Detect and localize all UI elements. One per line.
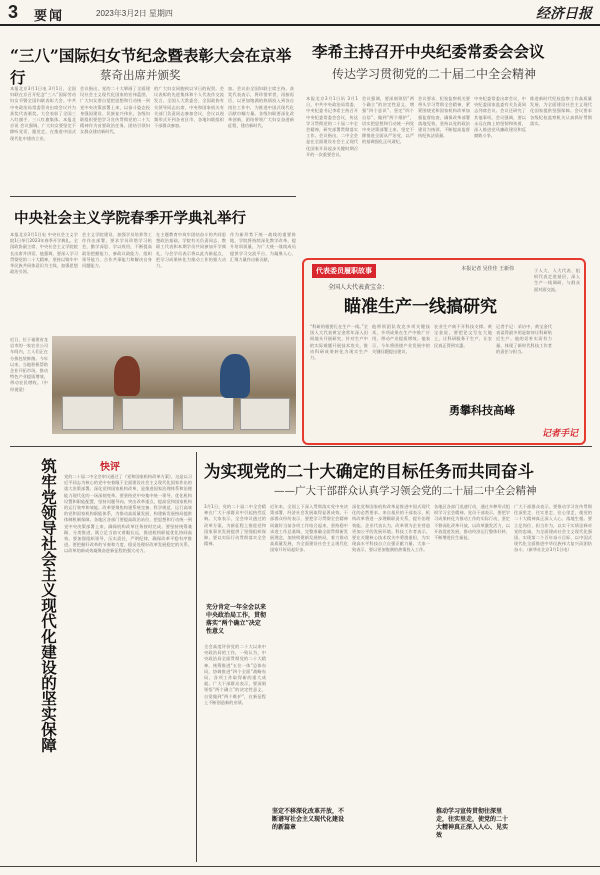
issue-date: 2023年3月2日 星期四 xyxy=(96,9,173,18)
commentary-label: 快评 xyxy=(100,462,120,473)
feature-column: “科研的根要扎在生产一线。”全国人大代表黄宝金常年深入田间地头开展研究，针对生产中的实际难题开展技术攻关，推动科研成果转化为现实生产力。 xyxy=(310,324,368,361)
main-story-crosshead: 推动学习宣传贯彻往深里走，往实里走，使党的二十大精神真正深入人心、见实效 xyxy=(436,808,509,839)
main-story-crosshead: 充分肯定一年全会以来中央政治局工作，贯彻落实“两个确立”决定性意义 xyxy=(206,604,267,635)
feature-tag: 代表委员履职故事 xyxy=(312,264,376,278)
feature-column: 农业生产离不开科技支撑。黄宝金说，要把论文写在大地上，让科研服务于生产，让农民真正得到实惠。 xyxy=(434,324,492,348)
newspaper-logo: 经济日报 xyxy=(536,6,592,22)
li-xi-subtitle: 传达学习贯彻党的二十届二中全会精神 xyxy=(332,67,537,81)
socialism-school-column: 会主义学院建设、加强学员培养等工作作出部署，要求学员珍惜学习机会，勤学深思、学以致用，不断提高政治把握能力、参政议政能力、组织领导能力、合作共事能力和解决自身问题能力。 xyxy=(82,232,152,269)
commentary-vertical-title: 筑牢党领导社会主义现代化建设的坚实保障 xyxy=(39,458,58,753)
li-xi-column: 推进新时代纪检监察工作高质量发展，为全面建设社会主义现代化国家提供坚强保障。会议要求各级纪检监察机关认真抓好贯彻落实。 xyxy=(530,96,592,126)
li-xi-headline: 李希主持召开中央纪委常委会会议 xyxy=(312,42,545,61)
womens-day-column: 本报北京3月1日电 3月1日，全国妇联在京召开纪念“三八”国际劳动妇女节暨全国妇联表彰大会。中共中央政治局常委蔡奇出席会议并为获奖代表颁奖。大会表彰了全国三八红旗手、三八红旗集体。本报北京讯 会议强调，广大妇女要坚定不移听党话、跟党走，在推进中国式现代化中建功立业。 xyxy=(10,86,76,141)
li-xi-column: 中央纪委常委出席会议，中央纪委国家监委有关负责同志列席会议。会议还研究了其他事项。会议强调，要以永远在路上的坚韧和执着，深入推进党风廉政建设和反腐败斗争。 xyxy=(474,96,526,139)
news-photo xyxy=(52,336,296,434)
womens-day-subtitle: 蔡奇出席并颁奖 xyxy=(100,68,181,82)
masthead xyxy=(0,0,600,26)
socialism-school-column: 作为新形势下统一战线的重要阵地，学院将持续深化教学改革，提升培训质量，为广大统一战线成员提供学习交流平台，为凝聚人心、汇聚力量作出新贡献。 xyxy=(230,232,296,262)
li-xi-column: 会议强调，要深刻领悟“两个确立”的决定性意义，增强“四个意识”、坚定“四个自信”、做到“两个维护”，切实把思想和行动统一到党中央决策部署上来，坚定不移推进全面从严治党，以严的基调强化正风肃纪。 xyxy=(362,96,414,145)
li-xi-column: 本报北京3月1日讯 3月1日，中共中央政治局常委、中央纪委书记李希主持召开中央纪委常委会会议，传达学习贯彻党的二十届二中全会精神，研究部署贯彻落实工作。会议指出，二中全会是在全面建设社会主义现代化国家开局起步关键时期召开的一次重要会议。 xyxy=(306,96,358,157)
main-story-column: 广大干部群众表示，要推动学习宣传贯彻往深里走、往实里走、往心里走，使党的二十大精神真正深入人心、落地生根。要立足岗位、担当作为，以实干实绩诠释对党的忠诚，为全面建成社会主义现代化强国、实现第二个百年奋斗目标、以中国式现代化全面推进中华民族伟大复兴而团结奋斗。（新华社北京3月1日电） xyxy=(514,504,592,553)
main-story-column: 各地区各部门迅速行动，通过多种形式组织学习全会精神。党员干部表示，要把学习成果转化为推动工作的实际行动，坚定不移深化改革开放，以改革激发活力，以开放促进发展，推动经济运行整体好转，不断增进民生福祉。 xyxy=(434,504,510,541)
main-story-column: 全会高度评价党的二十大以来中央政治局的工作，一致认为，中央政治局全面贯彻党的二十大精神，统筹推进“五位一体”总体布局，协调推进“四个全面”战略布局，各项工作取得新的重大成就。广大干部群众表示，要深刻领悟“两个确立”的决定性意义，自觉做到“两个维护”，在新征程上不断创造新的业绩。 xyxy=(204,644,266,705)
reporter-notes-stamp: 记者手记 xyxy=(541,429,578,439)
produce-crate xyxy=(240,398,290,430)
divider xyxy=(10,446,592,447)
section-name: 要闻 xyxy=(34,9,65,24)
socialism-school-column: 本报北京3月1日电 中央社会主义学院1日举行2023年春季开学典礼。全国政协副主席、中央社会主义学院院长出席并讲话。他强调，要深入学习贯彻党的二十大精神，坚持以铸牢中华民族共同体意识为主线，加强思想政治引领。 xyxy=(10,232,78,275)
produce-crate xyxy=(182,396,234,430)
divider xyxy=(0,866,600,867)
main-story-column: 近年来，全国上下深入贯彻落实党中央决策部署，经济社会发展取得显著成效。干部群众纷纷表示，要把学习贯彻全会精神同做好当前各项工作结合起来，坚持稳中求进工作总基调，完整准确全面贯彻新发展理念，加快构建新发展格局，着力推动高质量发展，为全面建设社会主义现代化国家开好局起好步。 xyxy=(270,504,348,553)
worker-figure xyxy=(114,356,140,396)
feature-byline: 本报记者 吴佳佳 王新伟 xyxy=(461,266,514,272)
womens-day-column: 会议指出，党的二十大擘画了全面建设社会主义现代化国家的宏伟蓝图，广大妇女要自觉把思想和行动统一到党中央决策部署上来，以奋斗姿态投身强国建设、民族复兴伟业。各级妇联组织要把学习宣传贯彻党的二十大精神作为首要政治任务，团结引领妇女群众建功新时代。 xyxy=(80,86,150,135)
main-story-column: 深化党和国家机构改革是推进中国式现代化的必然要求。来自基层的干部表示，机构改革将进一步理顺职责关系，提升治理效能。企业代表认为，改革将为企业营造更加公平的发展环境。科技工作者表示，要在关键核心技术攻关中勇挑重担，为实现高水平科技自立自强贡献力量。大家一致表示，要以更加饱满的热情投入工作。 xyxy=(352,504,430,553)
main-story-crosshead: 坚定不移深化改革开放，不断谱写社会主义现代化建设的新篇章 xyxy=(272,808,345,831)
womens-day-column: 加。会议由全国妇联主席主持。获奖代表表示，将珍惜荣誉，再接再厉，以更加饱满的热情投入到各自岗位工作中，为推进中国式现代化贡献巾帼力量。各级妇联要深化改革创新，团结带领广大妇女奋进新征程、建功新时代。 xyxy=(228,86,294,129)
womens-day-column: 的广大妇女同胞致以节日的祝贺。会议表彰的先进集体和个人代表作交流发言。全国人大常委会、全国政协有关领导同志出席。中央和国家机关有关部门负责同志参加会议，会议以视频形式开到各省区市，各地妇联组织干部群众参加。 xyxy=(154,86,224,129)
page-number: 3 xyxy=(8,2,19,22)
feature-column: 他带领团队攻克多项关键技术，多项成果在生产中推广应用，带动产业提质增效。他表示，今年将围绕产业发展中的关键问题提出建议。 xyxy=(372,324,430,354)
feature-column: 于人大、人大代表、组织代表走进基层，深入生产一线调研，与群众面对面交流。 xyxy=(534,268,580,292)
main-story-column: 3月1日，党的二十届二中全会精神在广大干部群众中引起热烈反响。大家表示，全会审议通过的改革方案，为新征程上推进党和国家事业发展提供了坚强组织保障，要以实际行动贯彻落实全会精神。 xyxy=(204,504,266,547)
feature-headline: 瞄准生产一线搞研究 xyxy=(344,297,497,317)
feature-story-box xyxy=(302,258,586,445)
main-story-subtitle: ——广大干部群众认真学习领会党的二十届二中全会精神 xyxy=(274,485,537,497)
worker-figure xyxy=(220,354,250,398)
feature-column: 记者手记：采访中，黄宝金代表谈得最多的是如何让科研贴近生产。他的话朴实而有力量，体现了新时代科技工作者的责任与担当。 xyxy=(496,324,552,354)
produce-crate xyxy=(122,398,174,430)
womens-day-headline: “三八”国际妇女节纪念暨表彰大会在京举行 xyxy=(10,46,292,87)
feature-kicker: 全国人大代表黄宝金： xyxy=(328,284,389,291)
divider xyxy=(196,452,197,862)
feature-subheadline: 勇攀科技高峰 xyxy=(449,404,515,417)
photo-caption: 近日，位于福建省龙岩市的一家农业公司车间内，工人们正在分拣包装鲜菌。今年以来，当地积极帮助企业开拓市场，推动特色产业提质增效，带动农民增收。（中经视觉） xyxy=(10,337,48,392)
produce-crate xyxy=(62,396,114,430)
socialism-school-column: 在主题教育中筑牢团结奋斗的共同思想政治基础。学院有关负责同志、教职工代表和本期学员共同参加开学典礼，与会学员表示将以此为新起点，把学习成果转化为推动工作的强大动力。 xyxy=(156,232,226,269)
socialism-school-headline: 中央社会主义学院春季开学典礼举行 xyxy=(14,210,246,227)
main-story-headline: 为实现党的二十大确定的目标任务而共同奋斗 xyxy=(204,462,534,481)
commentary-column: 党的二十届二中全会审议通过了《党和国家机构改革方案》，这是以习近平同志为核心的党中央着眼于全面建设社会主义现代化国家作出的重大决策部署。深化党和国家机构改革，是推进国家治理体系和治理能力现代化的一场深刻变革。要坚持党中央集中统一领导，优化机构设置和职能配置，坚持问题导向，突出改革重点，提高党和国家机构的运行效率和效能。改革要聚焦构建系统完备、科学规范、运行高效的党和国家机构职能体系，为推动高质量发展、构建新发展格局提供体制机制保障。各地区各部门要提高政治站位，把思想和行动统一到党中央决策部署上来，确保机构改革任务按时完成。要坚持统筹兼顾、分类推进，既立足当前又着眼长远，推进机构职能优化协同高效。要加强组织领导，压实责任，严明纪律，确保改革平稳有序推进。要把握好改革的节奏和力度，稳妥处理好改革发展稳定的关系，以改革的新成效凝聚奋进新征程的强大动力。 xyxy=(64,474,192,554)
li-xi-column: 会议要求，纪检监察机关要带头学习贯彻全会精神，紧紧围绕党和国家机构改革加强监督检查，确保改革部署落地见效，坚持以党的政治建设为统领，不断提高监督执纪执法质量。 xyxy=(418,96,470,139)
divider xyxy=(10,196,296,197)
